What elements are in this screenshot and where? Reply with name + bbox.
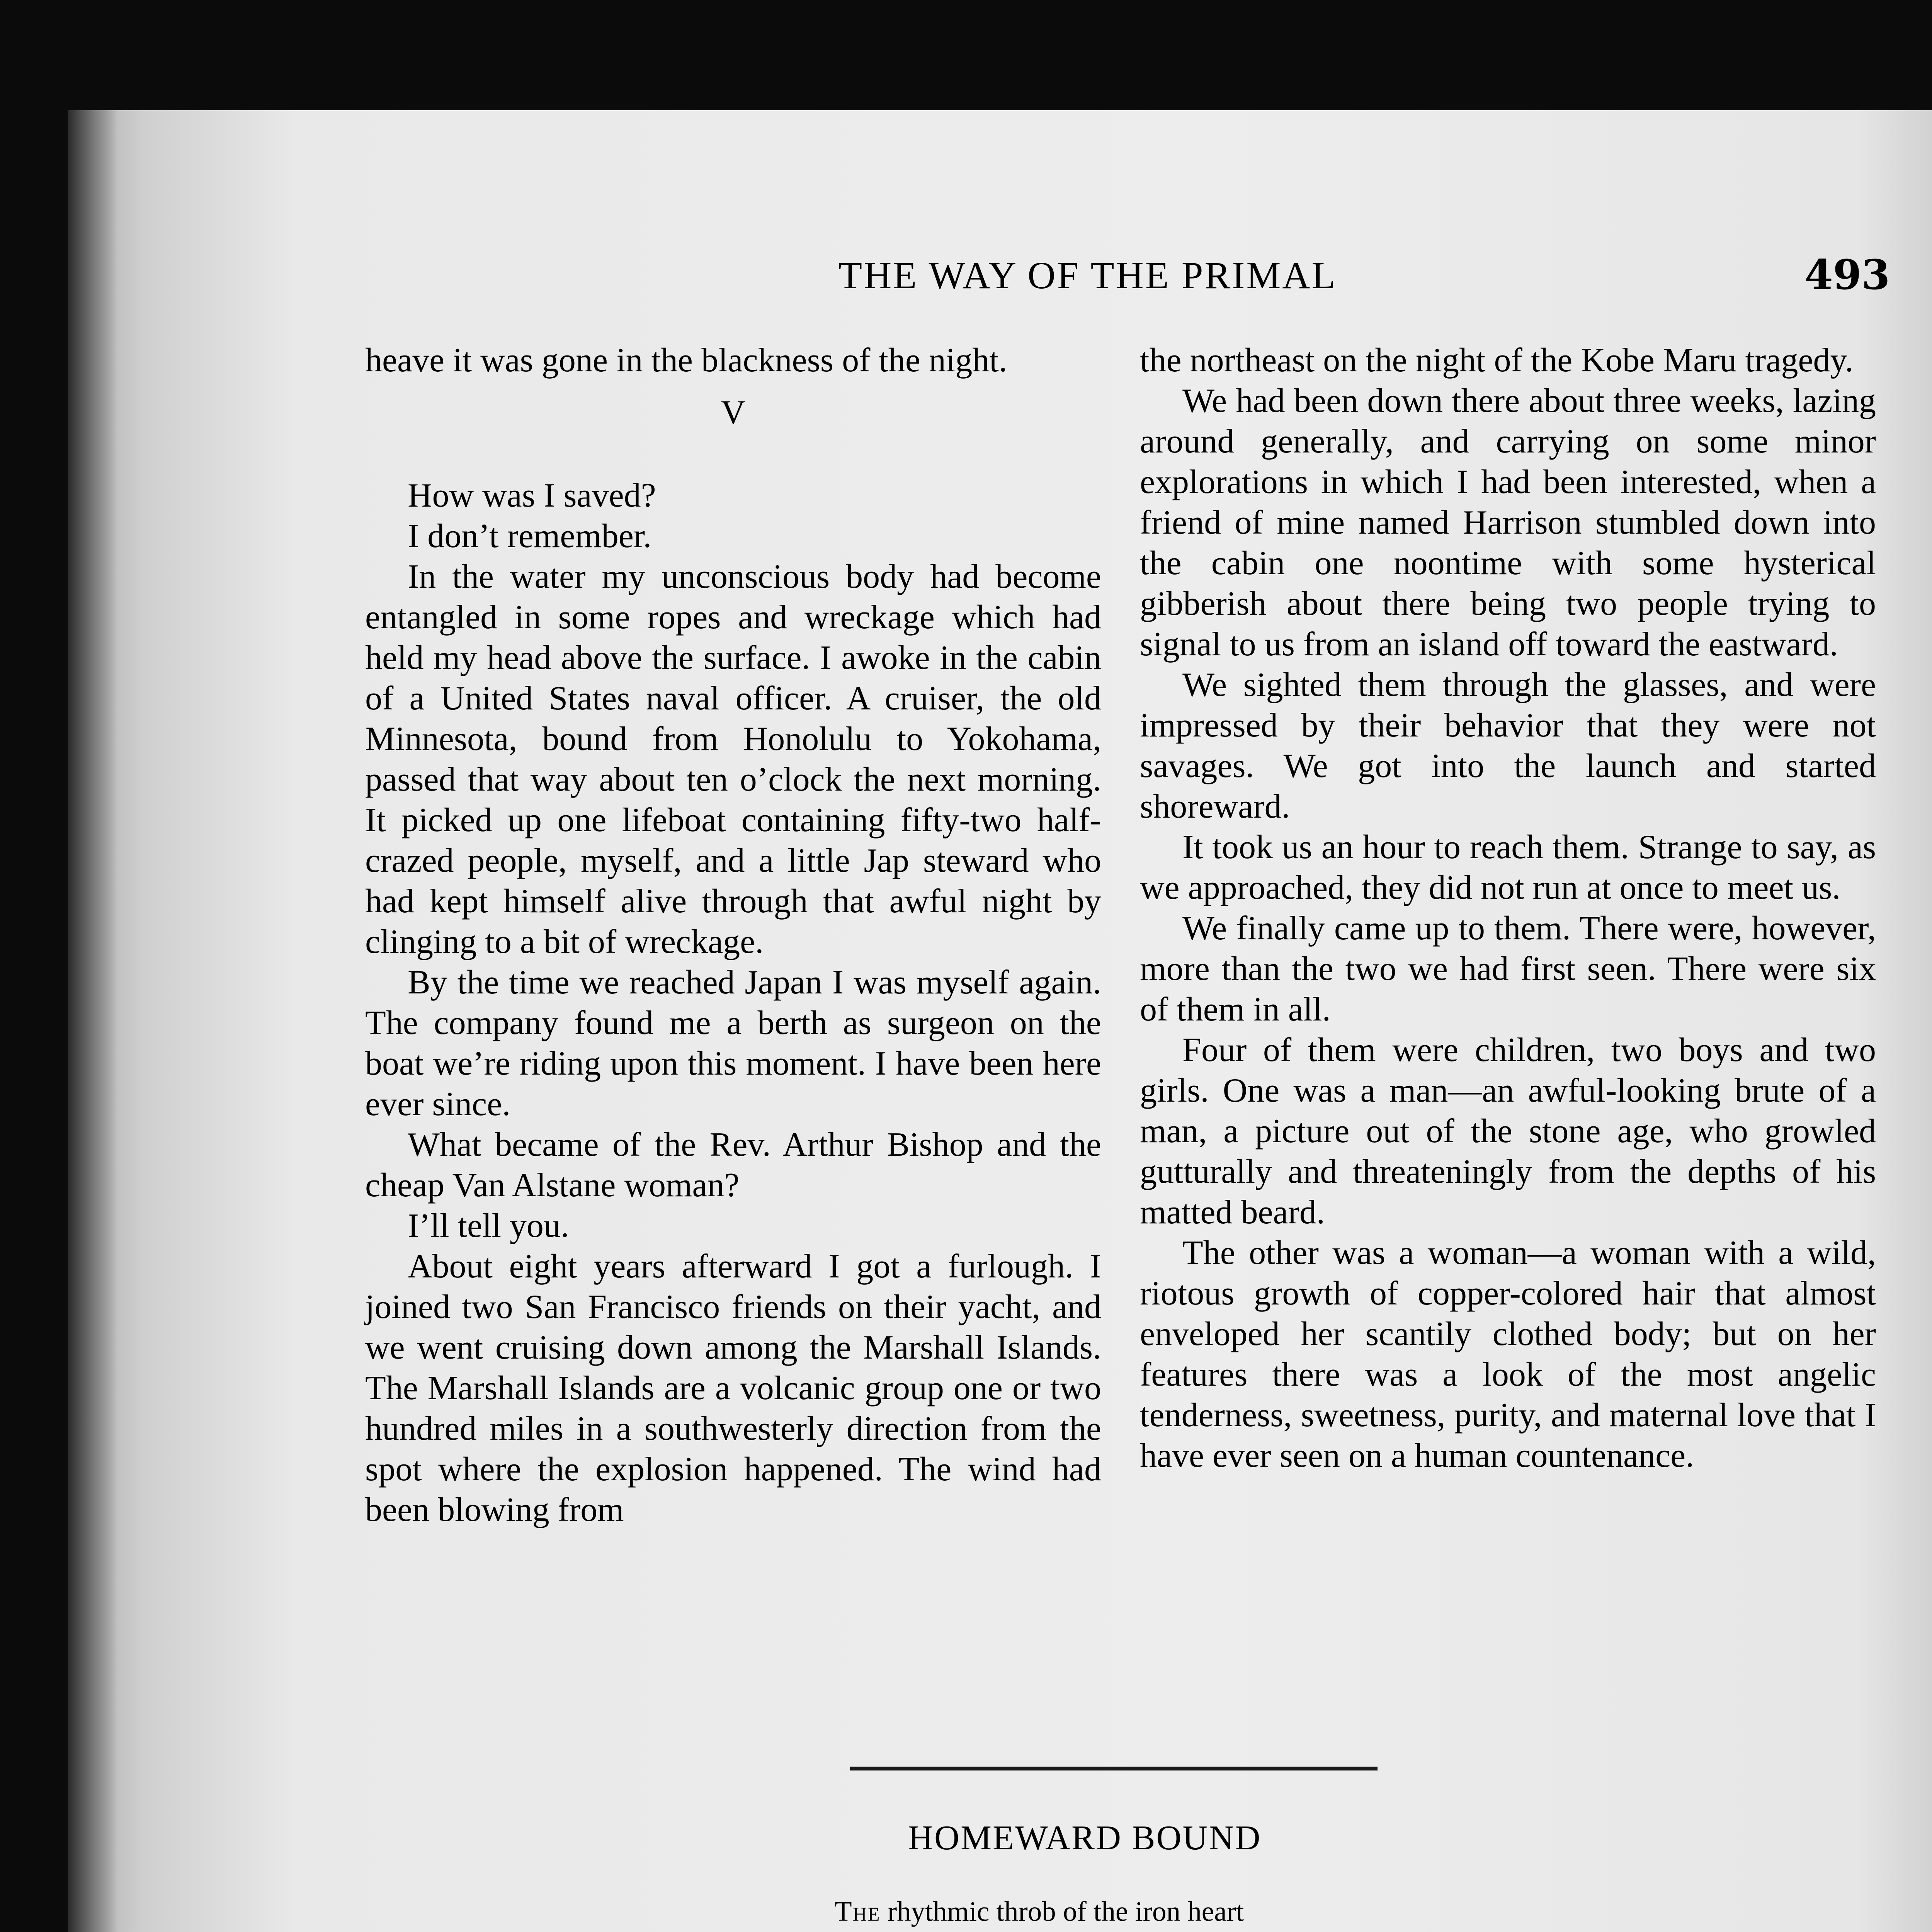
- poem-body: [835, 1891, 1344, 1932]
- page-number: 493: [1804, 250, 1890, 299]
- paragraph: In the water my unconscious body had become entangled in some ropes and wreckage which had held my head above the surface. I awoke in the cabin of a United States naval officer. A cruiser, the old Minnesota, bound from Honolulu to Yokohama, passed that way about ten o’clock the next morning. It picked up one lifeboat containing fifty-two half-crazed people, myself, and a little Jap steward who had kept himself alive through that awful night by clinging to a bit of wreckage.: [365, 558, 1101, 961]
- paragraph: It took us an hour to reach them. Strange to say, as we approached, they did not run at once to meet us.: [1140, 828, 1876, 906]
- running-header-title: THE WAY OF THE PRIMAL: [838, 254, 1337, 297]
- poem-title: HOMEWARD BOUND: [908, 1819, 1262, 1857]
- paragraph: What became of the Rev. Arthur Bishop and the cheap Van Alstane woman?: [365, 1126, 1101, 1204]
- paragraph: About eight years afterward I got a furlough. I joined two San Francisco friends on their yacht, and we went cruising down among the Marshall Islands. The Marshall Islands are a volcanic group one or two hundred miles in a southwesterly direction from the spot where the explosion happened. The wind had been blowing from: [365, 1248, 1101, 1529]
- paragraph: the northeast on the night of the Kobe Maru tragedy.: [1140, 342, 1854, 379]
- paragraph: I’ll tell you.: [408, 1207, 569, 1245]
- paragraph: How was I saved?: [408, 477, 656, 514]
- right-text-column: [1140, 340, 1876, 1476]
- paragraph: The other was a woman—a woman with a wild, riotous growth of copper-colored hair that almost enveloped her scantily clothed body; but on her features there was a look of the most angelic tenderness, sweetness, purity, and maternal love that I have ever seen on a human countenance.: [1140, 1234, 1876, 1475]
- poem-stanza: [835, 1891, 1344, 1932]
- poem-line-text: rhythmic throb of the iron heart: [887, 1896, 1244, 1927]
- paragraph: By the time we reached Japan I was myself again. The company found me a berth as surgeon on the boat we’re riding upon this moment. I have been here ever since.: [365, 964, 1101, 1123]
- paragraph: Four of them were children, two boys and two girls. One was a man—an awful-looking brute of a man, a picture out of the stone age, who growled gutturally and threateningly from the depths of his matted beard.: [1140, 1031, 1876, 1231]
- poem-line: [835, 1891, 1344, 1931]
- paragraph: We finally came up to them. There were, however, more than the two we had first seen. There were six of them in all.: [1140, 910, 1876, 1028]
- page-gutter-shadow: [68, 110, 118, 1932]
- paragraph: We had been down there about three weeks, lazing around generally, and carrying on some minor explorations in which I had been interested, when a friend of mine named Harrison stumbled down into the cabin one noontime with some hysterical gibberish about there being two people trying to signal to us from an island off toward the eastward.: [1140, 382, 1876, 663]
- left-text-column: [365, 340, 1101, 1530]
- paragraph: We sighted them through the glasses, and were impressed by their behavior that they were not savages. We got into the launch and started shoreward.: [1140, 666, 1876, 825]
- paragraph: I don’t remember.: [408, 517, 652, 555]
- poem-first-word: The: [835, 1896, 881, 1927]
- section-divider-rule: [850, 1767, 1378, 1770]
- section-numeral: V: [721, 394, 746, 431]
- paragraph: heave it was gone in the blackness of the night.: [365, 342, 1007, 379]
